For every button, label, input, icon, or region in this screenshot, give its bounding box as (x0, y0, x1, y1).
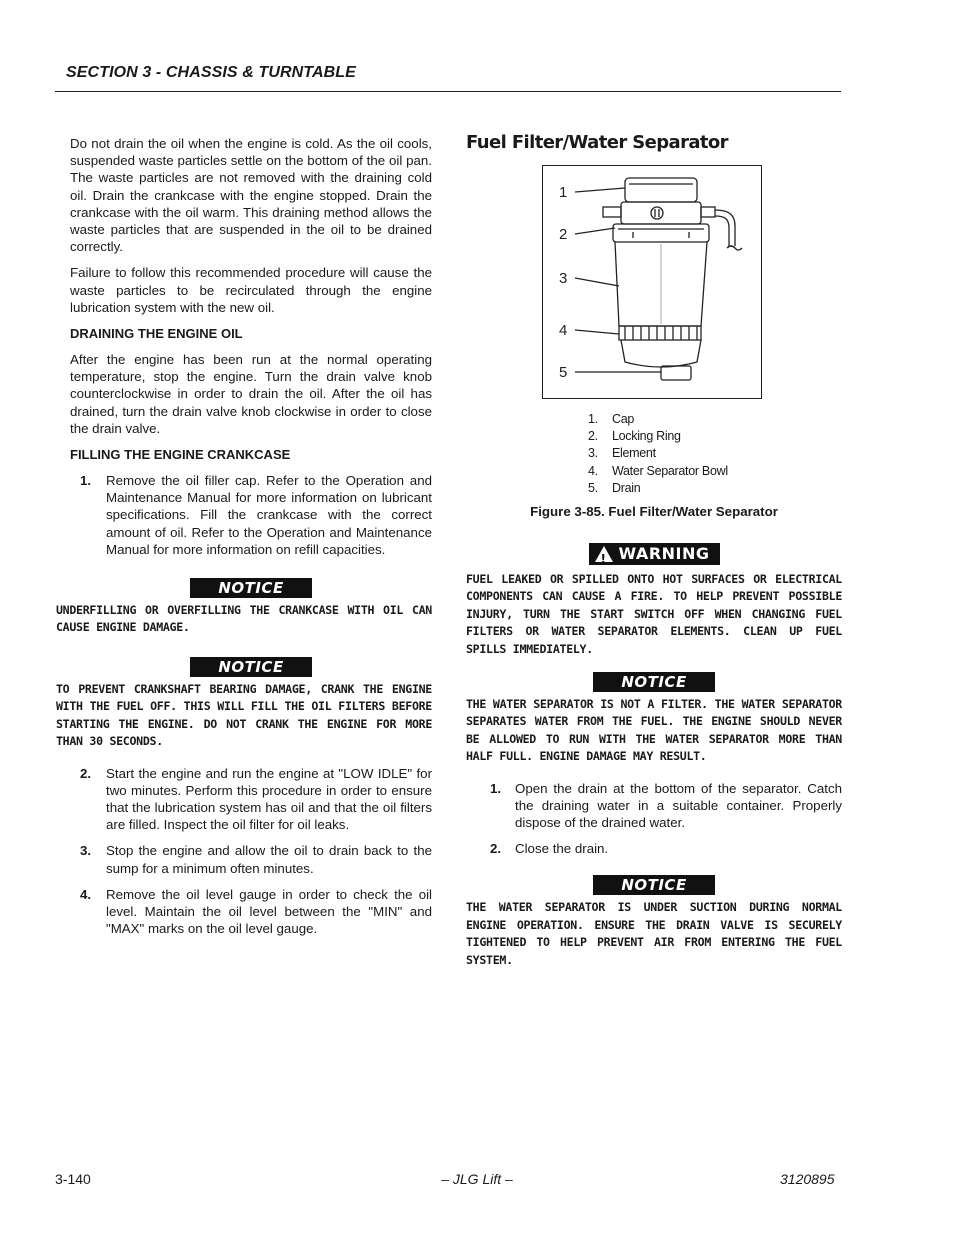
warning-label: WARNING (618, 544, 710, 564)
step-text: Start the engine and run the engine at "LOW IDLE" for two minutes. Perform this procedure in order to ensure that the lubrication system has oil and that the oil filters are filled. Inspect the oil filter for oil leaks. (106, 765, 432, 833)
step-1 (70, 472, 432, 558)
legend-number: 5. (588, 480, 598, 495)
step-text: Stop the engine and allow the oil to drain back to the sump for a minimum often minutes. (106, 843, 432, 876)
notice-badge: NOTICE (190, 578, 311, 598)
drain-shape (661, 366, 691, 380)
step-text: Remove the oil level gauge in order to check the oil level. Maintain the oil level between the "MIN" and "MAX" marks on the oil level gauge. (106, 886, 432, 937)
step-1 (466, 780, 842, 832)
legend-row (588, 411, 842, 428)
section-title: Fuel Filter/Water Separator (466, 132, 728, 153)
legend-number: 2. (588, 429, 598, 444)
legend-row (588, 463, 842, 480)
notice-badge-wrap (466, 875, 842, 895)
callout-5: 5 (559, 364, 568, 381)
subhead-draining: DRAINING THE ENGINE OIL (70, 326, 243, 342)
header-rule (55, 91, 841, 92)
notice-crankshaft: TO PREVENT CRANKSHAFT BEARING DAMAGE, CRANK THE ENGINE WITH THE FUEL OFF. THIS WILL FILL THE OIL FILTERS BEFORE STARTING THE ENGINE. DO NOT CRANK THE ENGINE FOR MORE THAN 30 SECONDS. (56, 681, 432, 749)
subhead-filling: FILLING THE ENGINE CRANKCASE (70, 447, 291, 463)
legend-label: Element (612, 446, 656, 461)
legend-row (588, 480, 842, 497)
paragraph-draining: After the engine has been run at the normal operating temperature, stop the engine. Turn the drain valve knob counterclockwise in order to drain the oil. After the oil has drained, turn the drain valve knob clockwise in order to close the drain valve. (70, 352, 432, 436)
legend-label: Locking Ring (612, 429, 681, 444)
cap-shape (625, 178, 697, 202)
callout-4: 4 (559, 322, 568, 339)
right-column (466, 132, 842, 969)
notice-badge-wrap (70, 657, 432, 677)
step-number: 1. (490, 780, 502, 796)
notice-badge: NOTICE (593, 875, 714, 895)
callout-2: 2 (559, 226, 568, 243)
step-3 (70, 842, 432, 876)
paragraph-cold-oil: Do not drain the oil when the engine is cold. As the oil cools, suspended waste particles settle on the bottom of the oil pan. The waste particles are not removed with the draining cold oil. Drain the crankcase with the engine stopped. Drain the crankcase with the oil warm. This draining method allows the waste particles that are suspended in the oil to be drained correctly. (70, 136, 432, 255)
locking-ring-shape (613, 224, 709, 242)
notice-badge-wrap (466, 672, 842, 692)
step-number: 1. (80, 473, 92, 489)
figure-legend (588, 411, 842, 497)
step-number: 2. (80, 765, 92, 781)
legend-number: 4. (588, 463, 598, 478)
legend-label: Water Separator Bowl (612, 463, 728, 478)
step-number: 3. (80, 843, 92, 859)
head-shape (621, 202, 701, 224)
callout-1: 1 (559, 184, 568, 201)
step-2 (466, 840, 842, 857)
callout-3: 3 (559, 270, 568, 287)
legend-number: 1. (588, 412, 598, 426)
notice-badge: NOTICE (190, 657, 311, 677)
step-text: Open the drain at the bottom of the separator. Catch the draining water in a suitable container. Properly dispose of the drained water. (515, 780, 842, 831)
warning-badge-wrap (466, 543, 842, 567)
fuel-filter-illustration (543, 166, 761, 398)
notice-badge-wrap (70, 578, 432, 598)
step-number: 2. (490, 841, 502, 857)
legend-label: Drain (612, 480, 641, 495)
warning-triangle-icon (595, 546, 613, 562)
notice-not-filter: THE WATER SEPARATOR IS NOT A FILTER. THE WATER SEPARATOR SEPARATES WATER FROM THE FUEL. THE ENGINE SHOULD NEVER BE ALLOWED TO RUN WITH THE WATER SEPARATOR MORE THAN HALF FULL. ENGINE DAMAGE MAY RESULT. (466, 697, 842, 764)
bowl-shape (621, 340, 701, 367)
warning-text: FUEL LEAKED OR SPILLED ONTO HOT SURFACES OR ELECTRICAL COMPONENTS CAN CAUSE A FIRE. TO HELP PREVENT POSSIBLE INJURY, TURN THE START SWITCH OFF WHEN CHANGING FUEL FILTERS OR WATER SEPARATOR ELEMENTS. CLEAN UP FUEL SPILLS IMMEDIATELY. (466, 572, 842, 656)
section-header: SECTION 3 - CHASSIS & TURNTABLE (66, 64, 356, 81)
step-text: Remove the oil filler cap. Refer to the Operation and Maintenance Manual for more information on lubricant specifications. Fill the crankcase with the correct amount of oil. Refer to the Operation and Maintenance Manual for more information on refill capacities. (106, 473, 432, 557)
legend-row (588, 428, 842, 445)
step-4 (70, 886, 432, 938)
notice-underfilling: UNDERFILLING OR OVERFILLING THE CRANKCASE WITH OIL CAN CAUSE ENGINE DAMAGE. (56, 603, 432, 635)
paragraph-failure: Failure to follow this recommended procedure will cause the waste particles to be recirculated through the engine lubrication system with the new oil. (70, 265, 432, 315)
step-text: Close the drain. (515, 841, 609, 857)
warning-badge (589, 543, 720, 565)
legend-label: Cap (612, 412, 635, 426)
notice-badge: NOTICE (593, 672, 714, 692)
page-number: 3-140 (55, 1171, 91, 1187)
notice-suction: THE WATER SEPARATOR IS UNDER SUCTION DURING NORMAL ENGINE OPERATION. ENSURE THE DRAIN VALVE IS SECURELY TIGHTENED TO HELP PREVENT AIR FROM ENTERING THE FUEL SYSTEM. (466, 900, 842, 967)
figure-caption: Figure 3-85. Fuel Filter/Water Separator (530, 504, 778, 520)
step-2 (70, 765, 432, 834)
document-number: 3120895 (780, 1171, 835, 1187)
step-number: 4. (80, 886, 92, 902)
footer-brand: – JLG Lift – (441, 1171, 513, 1187)
left-column (56, 135, 432, 946)
fuel-filter-figure (542, 165, 762, 399)
legend-number: 3. (588, 446, 598, 461)
legend-row (588, 445, 842, 462)
